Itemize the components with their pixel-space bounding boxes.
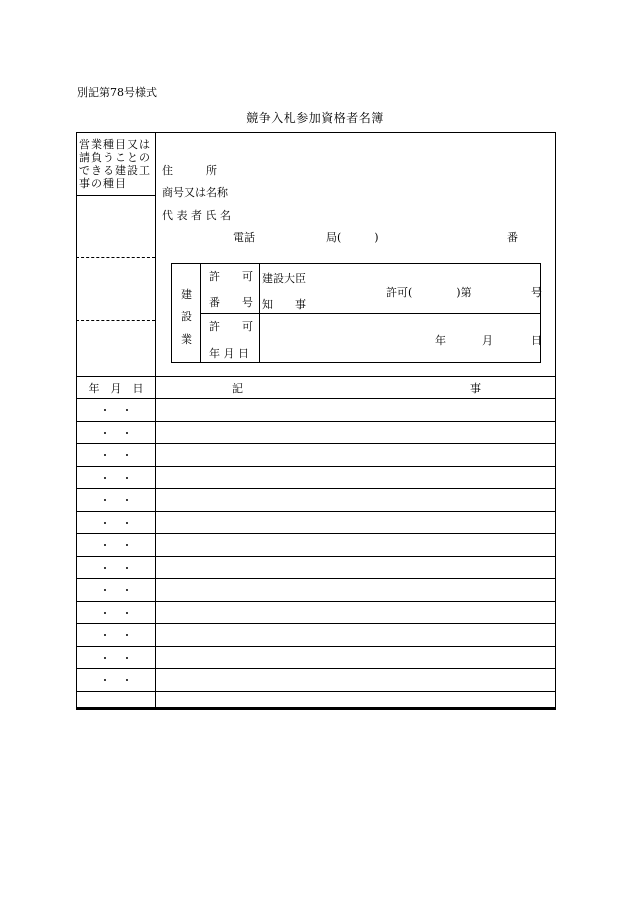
permit-box-mid-rule <box>200 313 541 314</box>
phone-exchange-label: 局( ) <box>326 231 379 244</box>
permit-date-year: 年 <box>435 334 446 347</box>
ledger-date-cell: ・ ・ <box>99 629 133 642</box>
section-divider <box>76 376 556 377</box>
table-bottom-rule <box>76 707 556 710</box>
phone-label: 電話 <box>233 231 255 244</box>
ledger-header-record-left: 記 <box>232 382 243 395</box>
permit-number-label-1: 許 可 <box>209 270 253 283</box>
table-row <box>77 668 555 690</box>
construction-char-2: 設 <box>181 310 192 323</box>
table-row <box>77 556 555 578</box>
table-row <box>77 443 555 465</box>
table-row <box>77 466 555 488</box>
ledger-date-cell: ・ ・ <box>99 539 133 552</box>
ledger-date-cell: ・ ・ <box>99 606 133 620</box>
ledger-date-cell: ・ ・ <box>99 584 133 597</box>
table-row <box>77 601 555 623</box>
permit-date-month: 月 <box>482 334 493 347</box>
business-category-label: 営業種目又は 請負うことの できる建設工 事の種目 <box>79 138 151 190</box>
permit-date-label-1: 許 可 <box>209 320 253 333</box>
ledger-date-cell: ・ ・ <box>99 561 133 575</box>
ledger-date-cell: ・ ・ <box>99 674 133 687</box>
table-row <box>77 511 555 533</box>
table-row <box>77 533 555 555</box>
ledger-date-cell: ・ ・ <box>99 471 133 485</box>
permit-number-label-2: 番 号 <box>209 296 253 309</box>
construction-char-3: 業 <box>181 333 192 346</box>
category-dash-rule-2 <box>76 320 155 321</box>
representative-label: 代 表 者 氏 名 <box>162 209 231 222</box>
ledger-date-cell: ・ ・ <box>99 494 133 507</box>
table-row <box>77 623 555 645</box>
table-row <box>77 488 555 510</box>
permit-number-text: 許可( )第 <box>386 286 472 299</box>
page-title: 競争入札参加資格者名簿 <box>246 111 384 125</box>
permit-date-label-2: 年 月 日 <box>209 347 249 360</box>
phone-number-suffix: 番 <box>507 231 518 244</box>
company-name-label: 商号又は名称 <box>162 186 228 199</box>
permit-number-suffix: 号 <box>531 286 542 299</box>
category-dash-rule-1 <box>76 257 155 258</box>
table-row <box>77 578 555 600</box>
table-row <box>77 398 555 420</box>
minister-label: 建設大臣 <box>262 272 306 285</box>
ledger-header-date: 年 月 日 <box>88 382 144 395</box>
ledger-date-cell: ・ ・ <box>99 426 133 440</box>
form-number-label: 別記第78号様式 <box>77 86 157 99</box>
ledger-date-cell: ・ ・ <box>99 404 133 417</box>
table-row <box>77 646 555 668</box>
ledger-date-cell: ・ ・ <box>99 449 133 462</box>
address-label: 住 所 <box>162 164 217 177</box>
table-row <box>77 421 555 443</box>
category-label-rule <box>76 195 155 196</box>
permit-date-day: 日 <box>531 334 542 347</box>
ledger-header-record-right: 事 <box>470 382 481 395</box>
governor-label: 知 事 <box>262 298 306 311</box>
construction-char-1: 建 <box>181 288 192 301</box>
ledger-date-cell: ・ ・ <box>99 651 133 665</box>
ledger-date-cell: ・ ・ <box>99 516 133 530</box>
